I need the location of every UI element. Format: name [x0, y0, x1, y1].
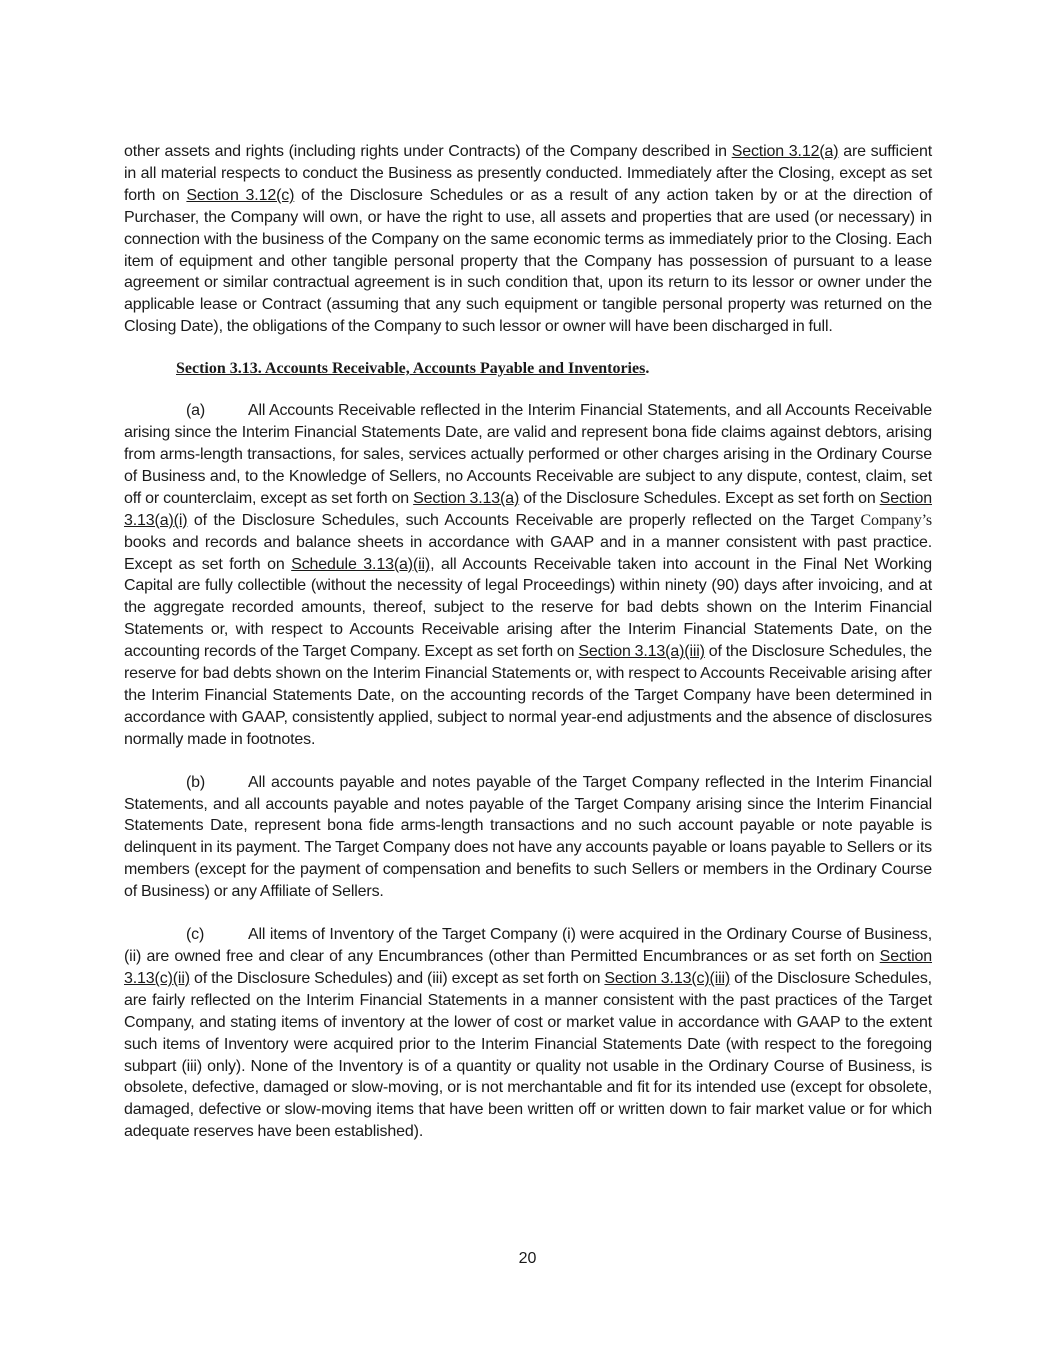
section-3-13a-iii-reference: Section 3.13(a)(iii): [578, 643, 705, 661]
section-3-12c-reference: Section 3.12(c): [186, 186, 295, 204]
paragraph-a-text-2: of the Disclosure Schedules. Except as set forth on: [519, 489, 880, 507]
section-heading-title: Section 3.13. Accounts Receivable, Accounts Payable and Inventories: [176, 360, 646, 378]
intro-text-1: other assets and rights (including rights under Contracts) of the Company described in: [124, 143, 732, 160]
paragraph-a-text-5: , all Accounts Receivable taken into account in the Final Net Working Capital are fully collectible (without the necessity of legal Proceedings) within ninety (90) days after invoicing, and at the aggregate recorded amounts, thereof, subject to the reserve for bad debts shown on the Interim Financial Statements or, with respect to Accounts Receivable arising after the Interim Financial Statements Date, on the accounting records of the Target Company. Except as set forth on: [124, 555, 932, 661]
section-3-13a-reference: Section 3.13(a): [413, 489, 520, 507]
paragraph-c-text-1: All items of Inventory of the Target Company (i) were acquired in the Ordinary Course of Business, (ii) are owned free and clear of any Encumbrances (other than Permitted Encumbrances or as set forth on: [124, 926, 932, 965]
paragraph-c-label: (c): [186, 926, 205, 944]
intro-text-3: of the Disclosure Schedules or as a result of any action taken by or at the direction of Purchaser, the Company will own, or have the right to use, all assets and properties that are used (or necessary) in connection with the business of the Company on the same economic terms as immediately prior to the Closing. Each item of equipment and other tangible personal property that the Company has possession of pursuant to a lease agreement or similar contractual agreement is in such condition that, upon its return to its lessor or owner under the applicable lease or Contract (assuming that any such equipment or tangible personal property was returned on the Closing Date), the obligations of the Company to such lessor or owner will have been discharged in full.: [124, 186, 932, 336]
section-heading-period: .: [645, 360, 650, 378]
company-possessive: Company’s: [860, 511, 932, 529]
paragraph-b-label: (b): [186, 773, 206, 791]
document-page: [124, 141, 932, 1143]
paragraph-a-text-1: All Accounts Receivable reflected in the Interim Financial Statements, and all Accounts Receivable arising since the Interim Financial Statements Date, are valid and represent bona fide claims against debtors, arising from arms-length transactions, for sales, services actually performed or other charges arising in the Ordinary Course of Business and, to the Knowledge of Sellers, no Accounts Receivable are subject to any dispute, contest, claim, set off or counterclaim, except as set forth on: [124, 402, 932, 507]
page-number: 20: [518, 1250, 537, 1267]
schedule-3-13a-ii-reference: Schedule 3.13(a)(ii): [291, 555, 431, 573]
section-3-13c-iii-reference: Section 3.13(c)(iii): [604, 969, 731, 987]
intro-paragraph: [124, 141, 932, 338]
paragraph-a: [124, 400, 932, 751]
paragraph-b: [124, 772, 932, 903]
paragraph-b-text: All accounts payable and notes payable of the Target Company reflected in the Interim Financial Statements, and all accounts payable and notes payable of the Target Company arising since the Interim Financial Statements Date, represent bona fide arms-length transactions and no such account payable or note payable is delinquent in its payment. The Target Company does not have any accounts payable or loans payable to Sellers or its members (except for the payment of compensation and benefits to such Sellers or members in the Ordinary Course of Business) or any Affiliate of Sellers.: [124, 773, 932, 901]
paragraph-a-label: (a): [186, 402, 206, 420]
paragraph-a-text-3: of the Disclosure Schedules, such Accounts Receivable are properly reflected on the Target: [187, 511, 861, 529]
paragraph-a-text-6: of the Disclosure Schedules, the reserve for bad debts shown on the Interim Financial Statements or, with respect to Accounts Receivable arising after the Interim Financial Statements Date, on the accounting records of the Target Company have been determined in accordance with GAAP, consistently applied, subject to normal year-end adjustments and the absence of disclosures normally made in footnotes.: [124, 643, 932, 748]
paragraph-c: [124, 924, 932, 1143]
paragraph-c-text-2: of the Disclosure Schedules) and (iii) except as set forth on: [189, 969, 605, 987]
section-3-13c-ii-reference: Section 3.13(c)(ii): [124, 948, 932, 987]
paragraph-c-text-3: of the Disclosure Schedules, are fairly reflected on the Interim Financial Statements in a manner consistent with the past practices of the Target Company, and stating items of inventory at the lower of cost or market value in accordance with GAAP to the extent such items of Inventory were acquired prior to the Interim Financial Statements Date (with respect to the foregoing subpart (iii) only). None of the Inventory is of a quantity or quality not usable in the Ordinary Course of Business, is obsolete, defective, damaged or slow-moving, or is not merchantable and fit for its intended use (except for obsolete, damaged, defective or slow-moving items that have been written off or written down to fair market value or for which adequate reserves have been established).: [124, 969, 932, 1141]
paragraph-a-text-4: books and records and balance sheets in accordance with GAAP and in a manner consistent with past practice. Except as set forth on: [124, 533, 932, 573]
intro-text-2: are sufficient in all material respects to conduct the Business as presently conducted. Immediately after the Closing, except as set forth on: [124, 143, 932, 204]
section-3-12a-reference: Section 3.12(a): [731, 143, 839, 160]
section-heading: [124, 358, 932, 380]
section-3-13a-i-reference: Section 3.13(a)(i): [124, 489, 932, 529]
